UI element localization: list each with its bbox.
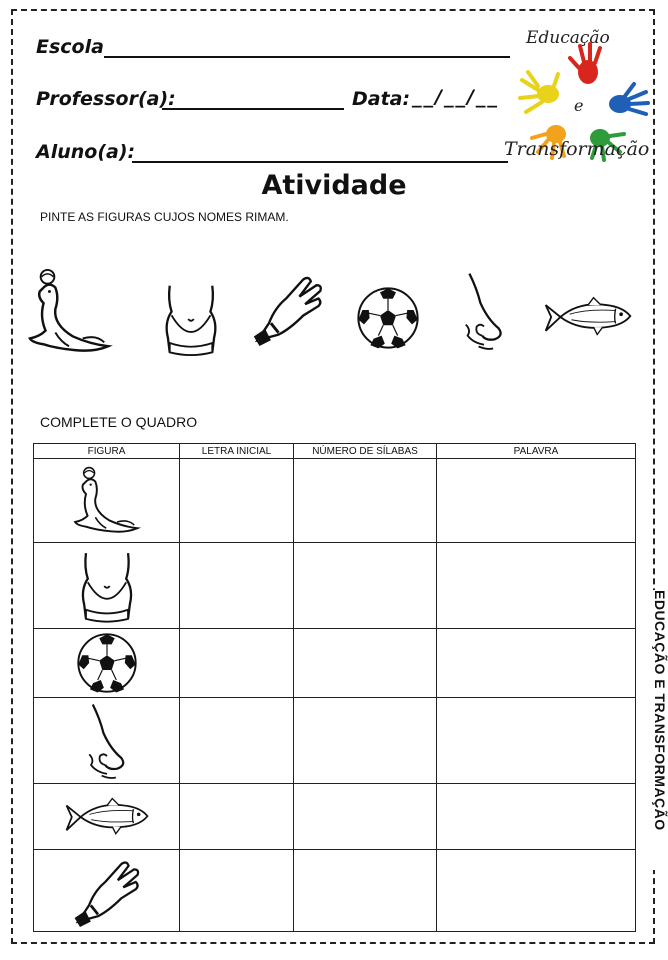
word-cell[interactable] — [437, 698, 636, 784]
table-row — [34, 850, 636, 932]
word-table — [33, 443, 636, 932]
logo-top-text: Educação — [526, 28, 610, 48]
hand-icon — [71, 855, 143, 927]
side-banner — [640, 590, 668, 870]
hand-icon[interactable] — [250, 270, 326, 346]
teacher-field[interactable] — [162, 108, 344, 110]
figure-cell — [34, 698, 180, 784]
seal-icon — [70, 466, 144, 536]
school-label: Escola — [36, 36, 104, 58]
syllables-cell[interactable] — [294, 543, 437, 629]
logo-middle-text: e — [574, 96, 584, 115]
word-cell[interactable] — [437, 850, 636, 932]
side-text: EDUCAÇÃO E TRANSFORMAÇÃO — [652, 590, 668, 831]
nose-icon — [80, 701, 134, 781]
instruction-table: COMPLETE O QUADRO — [40, 414, 198, 430]
student-label: Aluno(a): — [36, 141, 136, 163]
figure-cell — [34, 784, 180, 850]
table-header-row — [34, 444, 636, 459]
table-row — [34, 543, 636, 629]
belly-icon[interactable] — [158, 282, 224, 356]
syllables-cell[interactable] — [294, 784, 437, 850]
letter-cell[interactable] — [180, 629, 294, 698]
figure-cell — [34, 850, 180, 932]
figure-cell — [34, 543, 180, 629]
col-word: PALAVRA — [437, 444, 636, 459]
table-row — [34, 698, 636, 784]
syllables-cell[interactable] — [294, 850, 437, 932]
col-figure: FIGURA — [34, 444, 180, 459]
figure-cell — [34, 459, 180, 543]
letter-cell[interactable] — [180, 698, 294, 784]
instruction-rhyme: PINTE AS FIGURAS CUJOS NOMES RIMAM. — [40, 210, 289, 224]
student-field[interactable] — [132, 161, 508, 163]
nose-icon[interactable] — [456, 270, 512, 352]
letter-cell[interactable] — [180, 784, 294, 850]
word-cell[interactable] — [437, 459, 636, 543]
col-initial-letter: LETRA INICIAL — [180, 444, 294, 459]
letter-cell[interactable] — [180, 459, 294, 543]
word-cell[interactable] — [437, 543, 636, 629]
letter-cell[interactable] — [180, 543, 294, 629]
syllables-cell[interactable] — [294, 698, 437, 784]
seal-icon[interactable] — [26, 268, 114, 356]
date-field[interactable]: __/__/__ — [412, 86, 499, 108]
word-cell[interactable] — [437, 784, 636, 850]
table-row — [34, 629, 636, 698]
col-syllables: NÚMERO DE SÍLABAS — [294, 444, 437, 459]
date-label: Data: — [352, 88, 411, 110]
school-field[interactable] — [104, 56, 510, 58]
logo — [504, 26, 658, 166]
teacher-label: Professor(a): — [36, 88, 176, 110]
logo-bottom-text: Transformação — [504, 138, 650, 160]
soccer-ball-icon[interactable] — [356, 286, 420, 350]
table-row — [34, 784, 636, 850]
belly-icon — [75, 549, 139, 623]
page-title: Atividade — [261, 170, 407, 201]
fish-icon — [58, 795, 156, 839]
soccer-ball-icon — [76, 632, 138, 694]
letter-cell[interactable] — [180, 850, 294, 932]
fish-icon[interactable] — [538, 294, 638, 340]
syllables-cell[interactable] — [294, 629, 437, 698]
table-row — [34, 459, 636, 543]
figure-cell — [34, 629, 180, 698]
syllables-cell[interactable] — [294, 459, 437, 543]
word-cell[interactable] — [437, 629, 636, 698]
